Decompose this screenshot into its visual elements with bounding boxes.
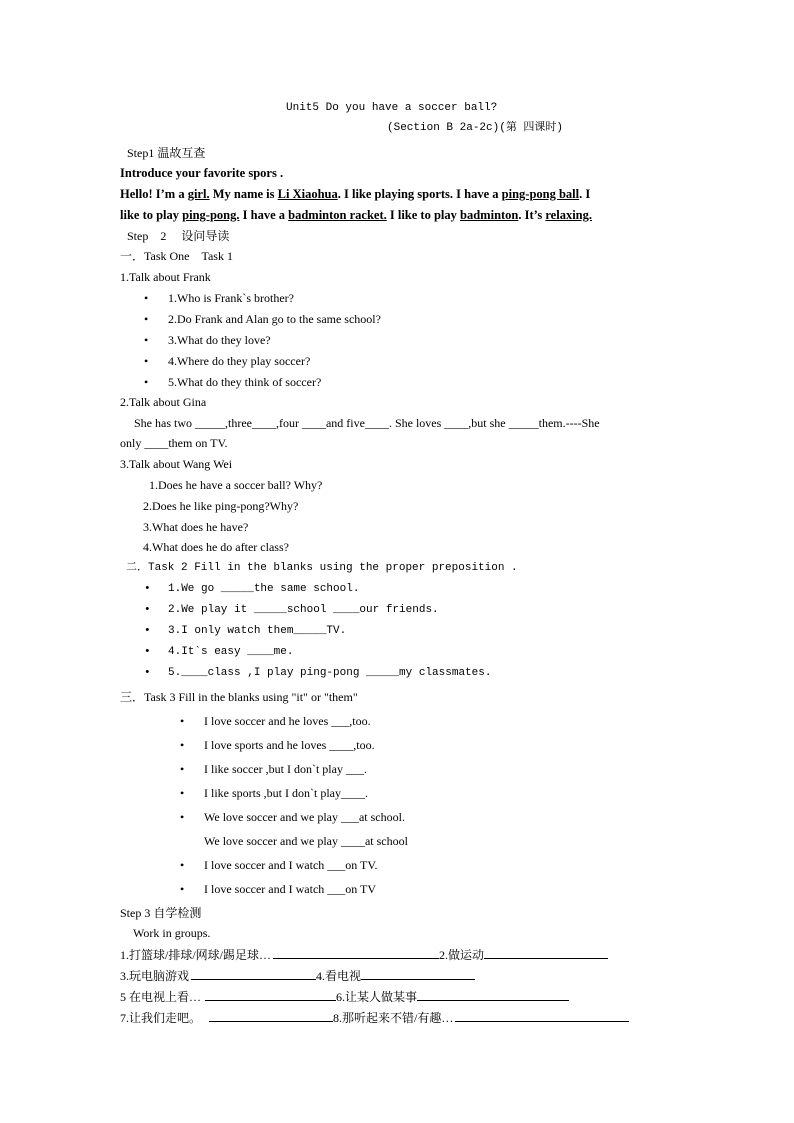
- step1-heading: Step1 温故互查: [127, 146, 206, 160]
- frank-question: • 4.Where do they play soccer?: [168, 354, 310, 368]
- phrase-row-4: 7.让我们走吧。 8.那听起来不错/有趣…: [120, 1010, 629, 1025]
- page-subtitle: (Section B 2a-2c)(第 四课时): [387, 122, 564, 134]
- wang-question: 3.What does he have?: [143, 520, 249, 534]
- gina-line2: only ____them on TV.: [120, 436, 228, 450]
- answer-blank[interactable]: [191, 968, 316, 980]
- step1-paragraph-line2: like to play ping-pong. I have a badminton racket. I like to play badminton. It’s relaxing.: [120, 208, 593, 222]
- task2-item: • 5.____class ,I play ping-pong _____my classmates.: [168, 666, 491, 680]
- answer-blank[interactable]: [209, 1010, 333, 1022]
- task3-item: • I love sports and he loves ____,too.: [204, 738, 375, 752]
- gina-heading: 2.Talk about Gina: [120, 395, 207, 409]
- answer-blank[interactable]: [273, 947, 439, 959]
- wang-question: 1.Does he have a soccer ball? Why?: [149, 478, 323, 492]
- task3-item: • I love soccer and he loves ___,too.: [204, 714, 371, 728]
- frank-question: • 2.Do Frank and Alan go to the same school?: [168, 312, 381, 326]
- step3-heading: Step 3 自学检测: [120, 906, 202, 920]
- task2-item: • 1.We go _____the same school.: [168, 582, 359, 596]
- answer-blank[interactable]: [455, 1010, 629, 1022]
- wang-question: 4.What does he do after class?: [143, 540, 289, 554]
- task3-item: • I like soccer ,but I don`t play ___.: [204, 762, 367, 776]
- task3-extra-line: We love soccer and we play ____at school: [204, 834, 408, 848]
- step1-intro: Introduce your favorite spors .: [120, 166, 284, 180]
- frank-question: • 1.Who is Frank`s brother?: [168, 291, 294, 305]
- wang-question: 2.Does he like ping-pong?Why?: [143, 499, 299, 513]
- task3-item: • I love soccer and I watch ___on TV.: [204, 858, 378, 872]
- task1-heading: 一．Task One Task 1: [120, 249, 233, 263]
- task2-item: • 2.We play it _____school ____our friends.: [168, 603, 439, 617]
- step2-heading: Step 2 设问导读: [127, 229, 230, 243]
- step1-paragraph-line1: Hello! I’m a girl. My name is Li Xiaohua. I like playing sports. I have a ping-pong ball. I: [120, 187, 591, 201]
- task3-item: • I like sports ,but I don`t play____.: [204, 786, 368, 800]
- task3-item: • We love soccer and we play ___at school.: [204, 810, 405, 824]
- frank-question: • 5.What do they think of soccer?: [168, 375, 321, 389]
- answer-blank[interactable]: [484, 947, 608, 959]
- task3-item: • I love soccer and I watch ___on TV: [204, 882, 376, 896]
- gina-line1: She has two _____,three____,four ____and five____. She loves ____,but she _____them.----She: [134, 416, 600, 430]
- frank-heading: 1.Talk about Frank: [120, 270, 211, 284]
- page-title: Unit5 Do you have a soccer ball?: [286, 102, 498, 114]
- answer-blank[interactable]: [205, 989, 336, 1001]
- phrase-row-2: 3.玩电脑游戏 4.看电视: [120, 968, 475, 983]
- task2-item: • 4.It`s easy ____me.: [168, 645, 293, 659]
- phrase-row-1: 1.打篮球/排球/网球/踢足球… 2.做运动: [120, 947, 608, 962]
- answer-blank[interactable]: [417, 989, 569, 1001]
- task2-item: • 3.I only watch them_____TV.: [168, 624, 346, 638]
- frank-question: • 3.What do they love?: [168, 333, 271, 347]
- task3-heading: 三．Task 3 Fill in the blanks using "it" or "them": [120, 690, 358, 704]
- answer-blank[interactable]: [361, 968, 475, 980]
- step3-sub: Work in groups.: [133, 926, 211, 940]
- phrase-row-3: 5 在电视上看… 6.让某人做某事: [120, 989, 569, 1004]
- wang-heading: 3.Talk about Wang Wei: [120, 457, 233, 471]
- task2-heading: 二．Task 2 Fill in the blanks using the proper preposition .: [126, 562, 518, 574]
